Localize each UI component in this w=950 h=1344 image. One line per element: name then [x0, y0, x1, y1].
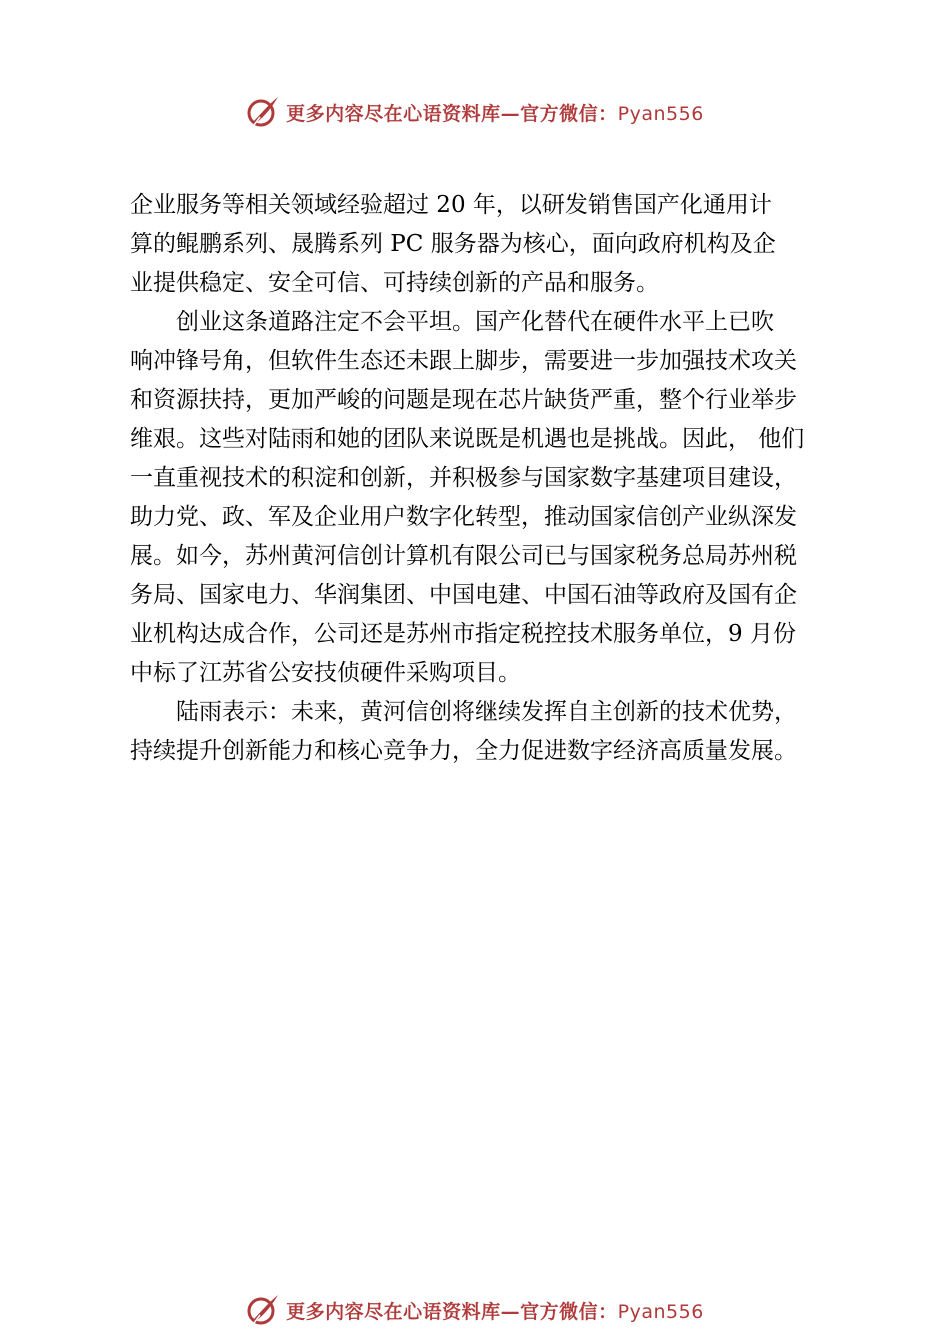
text-line: 和资源扶持，更加严峻的问题是现在芯片缺货严重，整个行业举步	[130, 387, 797, 413]
footer-banner	[0, 1290, 950, 1330]
paragraph-2	[130, 303, 830, 693]
paragraph-1	[130, 186, 830, 303]
text-line: 展。如今，苏州黄河信创计算机有限公司已与国家税务总局苏州税	[130, 543, 797, 569]
text-line: 维艰。这些对陆雨和她的团队来说既是机遇也是挑战。因此， 他们	[130, 426, 805, 452]
banner-wechat-id: Pyan556	[617, 102, 704, 125]
document-body	[130, 186, 830, 771]
banner-text	[286, 99, 704, 126]
banner-text-cn: 更多内容尽在心语资料库—官方微信：	[286, 1300, 618, 1323]
text-line: 业提供稳定、安全可信、可持续创新的产品和服务。	[130, 270, 659, 296]
quill-pen-logo-icon	[246, 95, 280, 129]
text-line: 创业这条道路注定不会平坦。国产化替代在硬件水平上已吹	[130, 309, 774, 335]
text-line: 业机构达成合作，公司还是苏州市指定税控技术服务单位，9 月份	[130, 621, 796, 647]
text-line: 务局、国家电力、华润集团、中国电建、中国石油等政府及国有企	[130, 582, 797, 608]
text-line: 算的鲲鹏系列、晟腾系列 PC 服务器为核心，面向政府机构及企	[130, 231, 776, 257]
text-line: 助力党、政、军及企业用户数字化转型，推动国家信创产业纵深发	[130, 504, 797, 530]
text-line: 响冲锋号角，但软件生态还未跟上脚步，需要进一步加强技术攻关	[130, 348, 797, 374]
banner-text	[286, 1297, 704, 1324]
text-line: 陆雨表示：未来，黄河信创将继续发挥自主创新的技术优势，	[130, 699, 797, 725]
quill-pen-logo-icon	[246, 1293, 280, 1327]
header-banner	[0, 92, 950, 132]
text-line: 中标了江苏省公安技侦硬件采购项目。	[130, 660, 521, 686]
banner-text-cn: 更多内容尽在心语资料库—官方微信：	[286, 102, 618, 125]
banner-wechat-id: Pyan556	[617, 1300, 704, 1323]
text-line: 企业服务等相关领域经验超过 20 年，以研发销售国产化通用计	[130, 192, 772, 218]
text-line: 一直重视技术的积淀和创新，并积极参与国家数字基建项目建设，	[130, 465, 797, 491]
text-line: 持续提升创新能力和核心竞争力，全力促进数字经济高质量发展。	[130, 738, 797, 764]
paragraph-3	[130, 693, 830, 771]
